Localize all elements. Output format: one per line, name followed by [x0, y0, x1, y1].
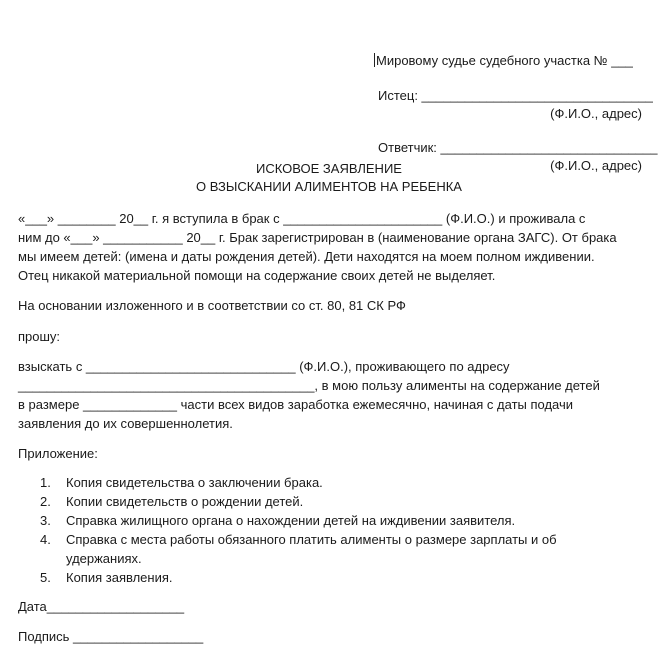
title-line-1: ИСКОВОЕ ЗАЯВЛЕНИЕ — [256, 161, 402, 176]
paragraph-line: в размере _____________ части всех видов заработка ежемесячно, начиная с даты подачи — [18, 397, 574, 412]
paragraph-line: мы имеем детей: (имена и даты рождения детей). Дети находятся на моем полном иждивении. — [18, 249, 595, 264]
list-item-number: 4. — [40, 532, 51, 547]
text-cursor — [374, 53, 375, 67]
paragraph-line: Отец никакой материальной помощи на содержание своих детей не выделяет. — [18, 268, 496, 283]
list-item — [18, 568, 578, 587]
attachments-label: Приложение: — [18, 446, 98, 461]
marriage-paragraph — [18, 209, 643, 285]
paragraph-line: «___» ________ 20__ г. я вступила в брак с ______________________ (Ф.И.О.) и проживала с — [18, 211, 586, 226]
plaintiff-fio-hint: (Ф.И.О., адрес) — [550, 106, 642, 121]
list-item-text: Копия свидетельства о заключении брака. — [66, 475, 323, 490]
request-label: прошу: — [18, 329, 61, 344]
list-item-number: 3. — [40, 513, 51, 528]
signature-field: Подпись __________________ — [18, 629, 204, 644]
respondent-fio-hint: (Ф.И.О., адрес) — [550, 158, 642, 173]
list-item-text: Копии свидетельств о рождении детей. — [66, 494, 304, 509]
request-paragraph — [18, 357, 643, 433]
list-item-number: 5. — [40, 570, 51, 585]
list-item-number: 2. — [40, 494, 51, 509]
list-item-text: Справка с места работы обязанного платить алименты о размере зарплаты и об — [66, 532, 557, 547]
list-item — [18, 530, 578, 568]
title-line-2: О ВЗЫСКАНИИ АЛИМЕНТОВ НА РЕБЕНКА — [196, 179, 462, 194]
legal-basis-paragraph: На основании изложенного и в соответствии со ст. 80, 81 СК РФ — [18, 298, 406, 313]
list-item-number: 1. — [40, 475, 51, 490]
list-item — [18, 492, 578, 511]
list-item-text: удержаниях. — [66, 551, 142, 566]
attachments-list — [18, 473, 578, 587]
paragraph-line: взыскать с _____________________________ (Ф.И.О.), проживающего по адресу — [18, 359, 510, 374]
paragraph-line: _________________________________________, в мою пользу алименты на содержание детей — [18, 378, 600, 393]
date-field: Дата___________________ — [18, 599, 185, 614]
list-item-text: Копия заявления. — [66, 570, 173, 585]
judge-addressee-line — [374, 52, 642, 69]
paragraph-line: заявления до их совершеннолетия. — [18, 416, 233, 431]
plaintiff-line: Истец: ________________________________ — [378, 88, 653, 103]
document-title — [0, 160, 658, 196]
list-item — [18, 473, 578, 492]
paragraph-line: ним до «___» ___________ 20__ г. Брак зарегистрирован в (наименование органа ЗАГС). От брака — [18, 230, 617, 245]
list-item-text: Справка жилищного органа о нахождении детей на иждивении заявителя. — [66, 513, 516, 528]
judge-addressee: Мировому судье судебного участка № ___ — [376, 53, 633, 68]
list-item — [18, 511, 578, 530]
respondent-line: Ответчик: ______________________________ — [378, 140, 658, 155]
document-header — [374, 52, 658, 174]
